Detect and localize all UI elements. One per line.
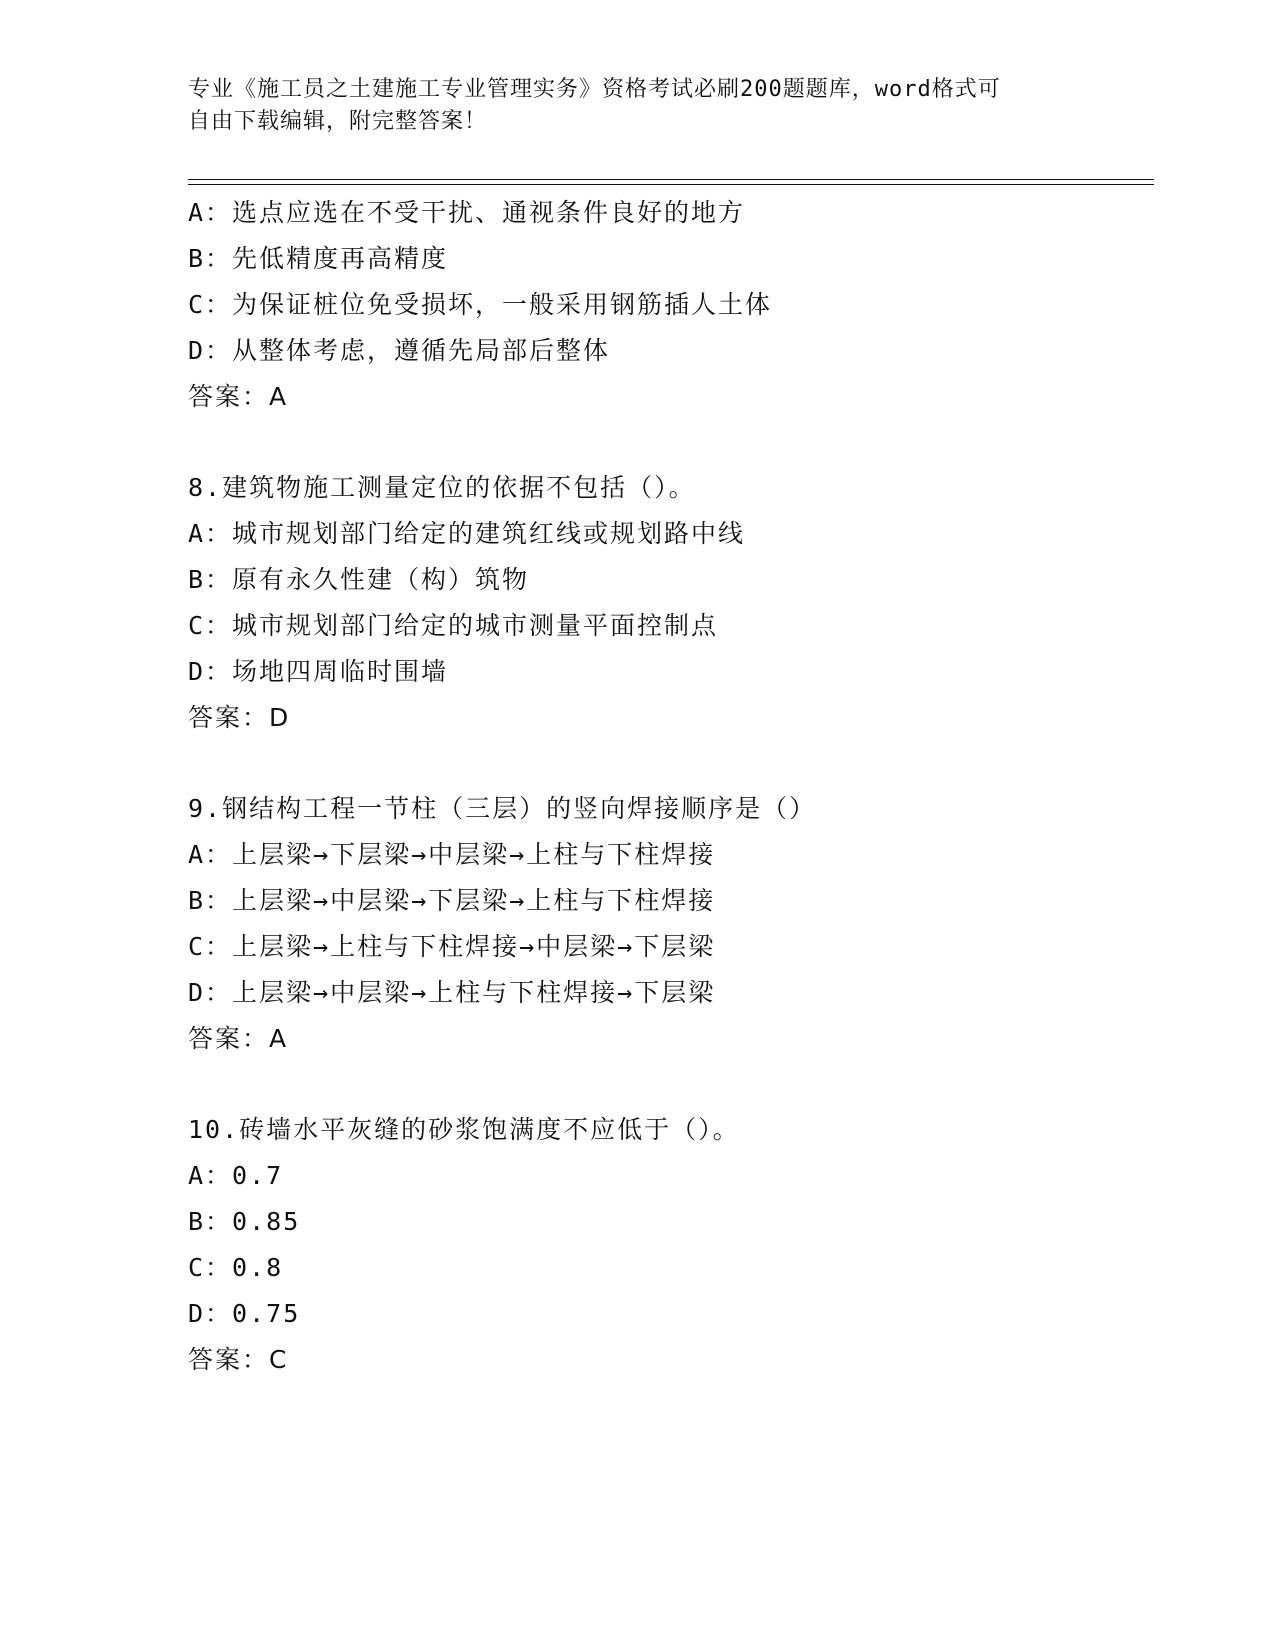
q9-option-b: B：上层梁→中层梁→下层梁→上柱与下柱焊接 (188, 886, 716, 915)
question-7-block (188, 190, 1148, 420)
q7-option-a: A：选点应选在不受干扰、通视条件良好的地方 (188, 198, 746, 227)
q8-option-a: A：城市规划部门给定的建筑红线或规划路中线 (188, 519, 746, 548)
q8-answer: 答案：D (188, 703, 291, 732)
document-header (188, 74, 1068, 138)
header-title-line-2: 自由下载编辑，附完整答案！ (188, 109, 488, 134)
question-9-block (188, 786, 1148, 1062)
q9-answer: 答案：A (188, 1024, 289, 1053)
header-divider-top (188, 179, 1154, 180)
q9-option-d: D：上层梁→中层梁→上柱与下柱焊接→下层梁 (188, 978, 716, 1007)
q7-option-d: D：从整体考虑，遵循先局部后整体 (188, 336, 611, 365)
question-spacer (188, 1062, 1148, 1107)
q10-option-b: B：0.85 (188, 1207, 301, 1236)
question-spacer (188, 420, 1148, 465)
question-8-block (188, 465, 1148, 741)
q7-option-b: B：先低精度再高精度 (188, 244, 449, 273)
q10-option-d: D：0.75 (188, 1299, 301, 1328)
question-10-block (188, 1107, 1148, 1383)
q10-option-a: A：0.7 (188, 1161, 284, 1190)
q9-question: 9.钢结构工程一节柱（三层）的竖向焊接顺序是（） (188, 794, 817, 823)
q9-option-c: C：上层梁→上柱与下柱焊接→中层梁→下层梁 (188, 932, 716, 961)
q8-option-c: C：城市规划部门给定的城市测量平面控制点 (188, 611, 719, 640)
q8-question: 8.建筑物施工测量定位的依据不包括（）。 (188, 473, 696, 502)
q10-answer: 答案：C (188, 1345, 289, 1374)
q8-option-d: D：场地四周临时围墙 (188, 657, 449, 686)
header-title-line-1: 专业《施工员之土建施工专业管理实务》资格考试必刷200题题库，word格式可 (188, 77, 1001, 102)
q9-option-a: A：上层梁→下层梁→中层梁→上柱与下柱焊接 (188, 840, 716, 869)
q10-option-c: C：0.8 (188, 1253, 284, 1282)
q8-option-b: B：原有永久性建（构）筑物 (188, 565, 530, 594)
q10-question: 10.砖墙水平灰缝的砂浆饱满度不应低于（）。 (188, 1115, 740, 1144)
q7-option-c: C：为保证桩位免受损坏，一般采用钢筋插人土体 (188, 290, 773, 319)
header-divider-bottom (188, 184, 1154, 185)
question-spacer (188, 741, 1148, 786)
q7-answer: 答案：A (188, 382, 289, 411)
question-list (188, 190, 1148, 1383)
